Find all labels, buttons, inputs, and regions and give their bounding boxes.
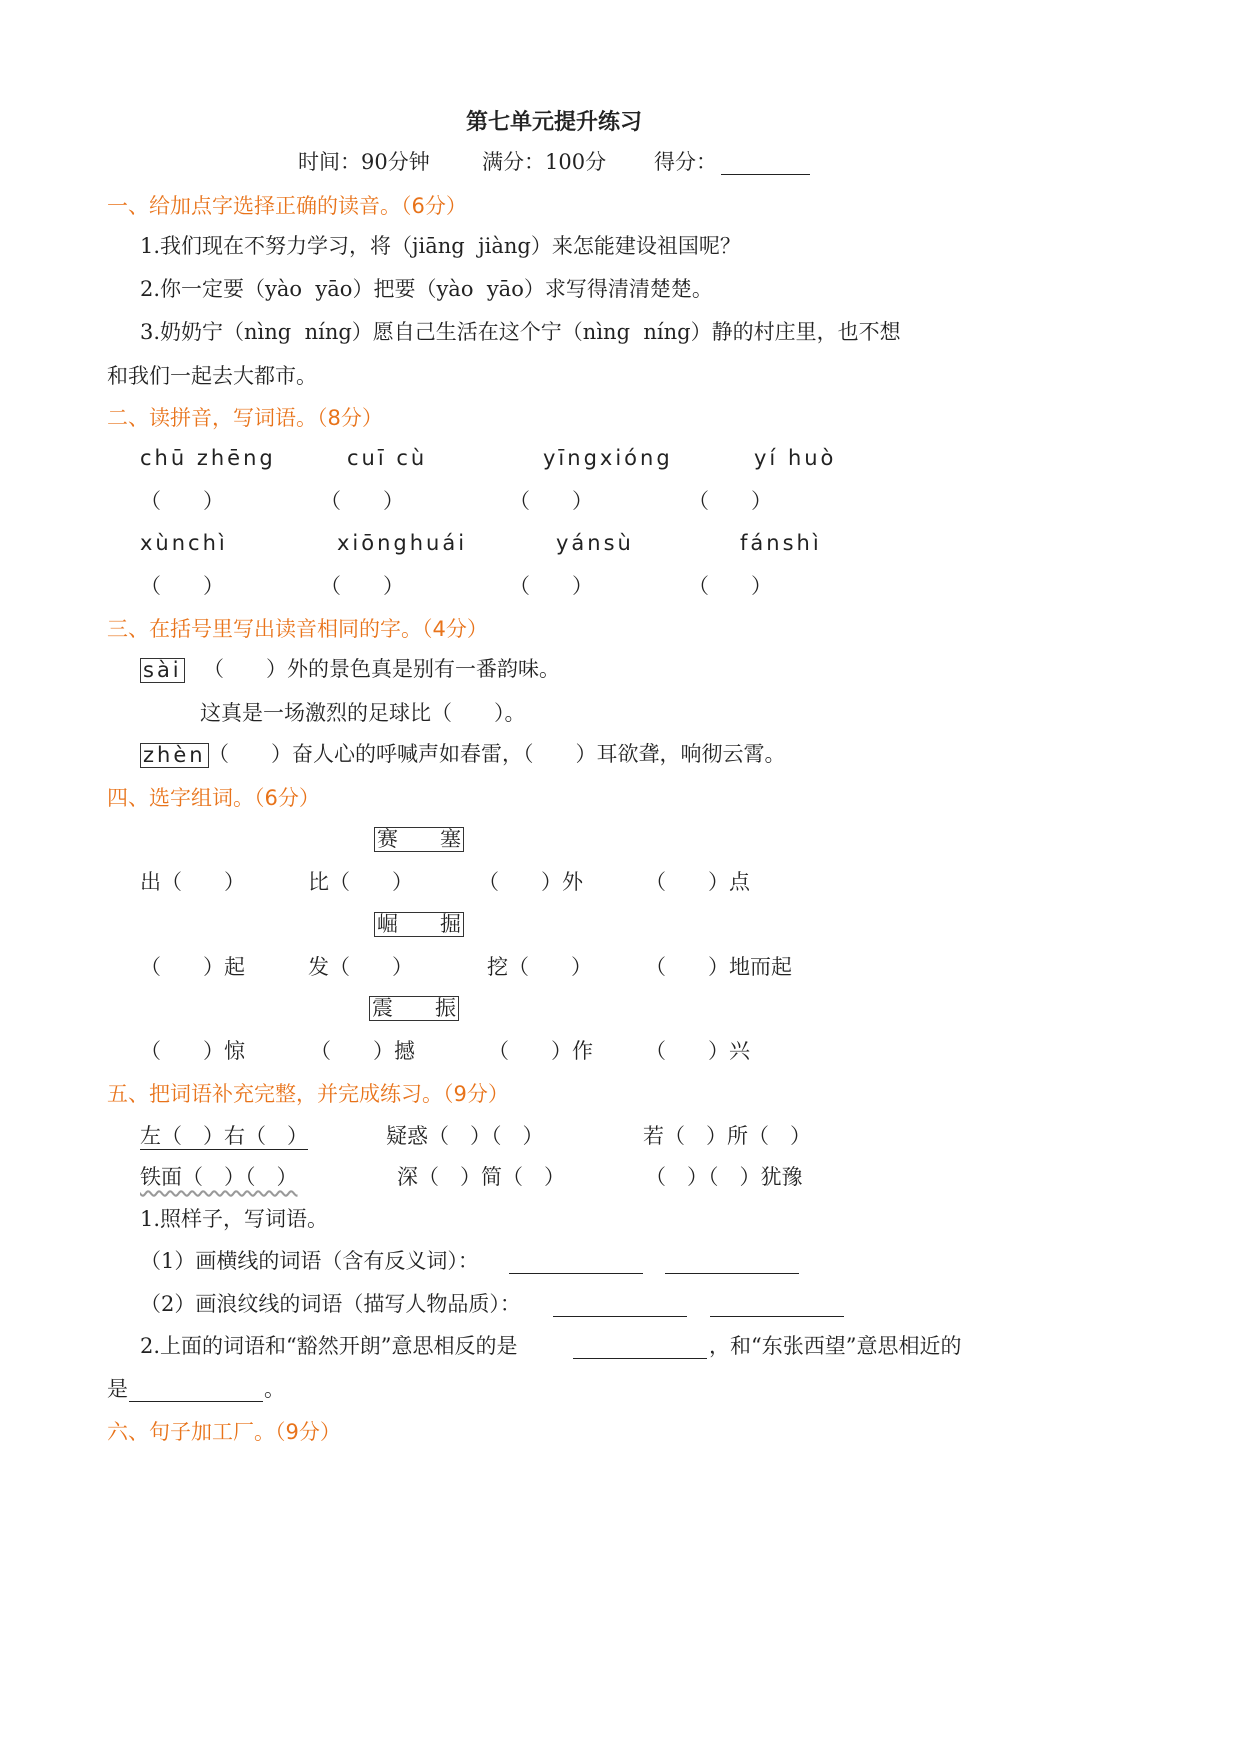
char-choice-box: 赛 塞 — [374, 827, 464, 852]
pinyin: xiōnghuái — [337, 531, 468, 555]
char-choice-box: 崛 掘 — [374, 912, 464, 937]
q5-1-2: （2）画浪纹线的词语（描写人物品质）： — [140, 1292, 521, 1316]
q5-2: 2.上面的词语和“豁然开朗”意思相反的是 — [140, 1334, 518, 1358]
idiom[interactable]: 若（ ）所（ ） — [643, 1124, 811, 1148]
answer-blank[interactable] — [573, 1340, 707, 1359]
score-blank[interactable] — [721, 156, 810, 175]
section-1-heading: 一、给加点字选择正确的读音。（6分） — [107, 194, 467, 218]
section-4-heading: 四、选字组词。（6分） — [107, 786, 320, 810]
answer-blank[interactable] — [710, 1298, 844, 1317]
word-item[interactable]: （ ）惊 — [140, 1039, 245, 1063]
q1-3-cont: 和我们一起去大都市。 — [107, 364, 317, 388]
q3-line-2: 这真是一场激烈的足球比（ ）。 — [200, 701, 526, 725]
answer-paren[interactable]: （ ） — [140, 489, 224, 513]
idiom-underlined[interactable]: 左（ ）右（ ） — [140, 1124, 308, 1148]
word-item[interactable]: （ ）外 — [478, 870, 583, 894]
pinyin: fánshì — [740, 531, 822, 555]
char-choice-box: 震 振 — [369, 996, 459, 1021]
section-6-heading: 六、句子加工厂。（9分） — [107, 1420, 341, 1444]
answer-paren[interactable]: （ ） — [140, 574, 224, 598]
pinyin: yí huò — [754, 446, 837, 470]
word-item[interactable]: 比（ ） — [308, 870, 413, 894]
pinyin: chū zhēng — [140, 446, 276, 470]
q5-2-line2: 是 — [107, 1377, 128, 1401]
word-item[interactable]: （ ）作 — [488, 1039, 593, 1063]
answer-blank[interactable] — [553, 1298, 687, 1317]
pinyin: cuī cù — [347, 446, 428, 470]
idiom[interactable]: （ ）（ ）犹豫 — [645, 1165, 803, 1189]
word-item[interactable]: 发（ ） — [308, 955, 413, 979]
q5-1: 1.照样子，写词语。 — [140, 1207, 329, 1231]
idiom[interactable]: 疑惑（ ）（ ） — [386, 1124, 544, 1148]
period: 。 — [264, 1377, 285, 1401]
answer-blank[interactable] — [509, 1255, 643, 1274]
q1-2: 2.你一定要（yào yāo）把要（yào yāo）求写得清清楚楚。 — [140, 277, 713, 301]
word-item[interactable]: 出（ ） — [140, 870, 245, 894]
idiom[interactable]: 深（ ）简（ ） — [397, 1165, 565, 1189]
section-2-heading: 二、读拼音，写词语。（8分） — [107, 406, 383, 430]
time-label: 时间：90分钟 — [298, 150, 430, 174]
pinyin-box: sài — [140, 658, 185, 683]
section-3-heading: 三、在括号里写出读音相同的字。（4分） — [107, 617, 488, 641]
answer-paren[interactable]: （ ） — [509, 489, 593, 513]
pinyin: yánsù — [556, 531, 634, 555]
page-title: 第七单元提升练习 — [466, 109, 643, 135]
pinyin: yīngxióng — [543, 446, 673, 470]
word-item[interactable]: 挖（ ） — [487, 955, 592, 979]
q3-line-1: （ ）外的景色真是别有一番韵味。 — [203, 657, 560, 681]
word-item[interactable]: （ ）起 — [140, 955, 245, 979]
idiom-wavy[interactable]: 铁面（ ）（ ） — [140, 1165, 298, 1189]
pinyin: xùnchì — [140, 531, 228, 555]
q1-1: 1.我们现在不努力学习，将（jiāng jiàng）来怎能建设祖国呢？ — [140, 234, 741, 258]
word-item[interactable]: （ ）地而起 — [645, 955, 792, 979]
section-5-heading: 五、把词语补充完整，并完成练习。（9分） — [107, 1082, 509, 1106]
answer-paren[interactable]: （ ） — [320, 489, 404, 513]
word-item[interactable]: （ ）兴 — [645, 1039, 750, 1063]
answer-paren[interactable]: （ ） — [320, 574, 404, 598]
q5-2-cont: ，和“东张西望”意思相近的 — [709, 1334, 962, 1358]
q3-line-3: （ ）奋人心的呼喊声如春雷，（ ）耳欲聋，响彻云霄。 — [208, 742, 786, 766]
q5-1-1: （1）画横线的词语（含有反义词）： — [140, 1249, 479, 1273]
answer-paren[interactable]: （ ） — [688, 489, 772, 513]
q1-3: 3.奶奶宁（nìng níng）愿自己生活在这个宁（nìng níng）静的村庄里，也不想 — [140, 320, 901, 344]
full-score-label: 满分：100分 — [482, 150, 607, 174]
answer-paren[interactable]: （ ） — [688, 574, 772, 598]
answer-blank[interactable] — [665, 1255, 799, 1274]
answer-paren[interactable]: （ ） — [509, 574, 593, 598]
score-label: 得分： — [654, 150, 717, 174]
word-item[interactable]: （ ）点 — [645, 870, 750, 894]
word-item[interactable]: （ ）撼 — [310, 1039, 415, 1063]
answer-blank[interactable] — [129, 1383, 263, 1402]
pinyin-box: zhèn — [140, 743, 209, 768]
